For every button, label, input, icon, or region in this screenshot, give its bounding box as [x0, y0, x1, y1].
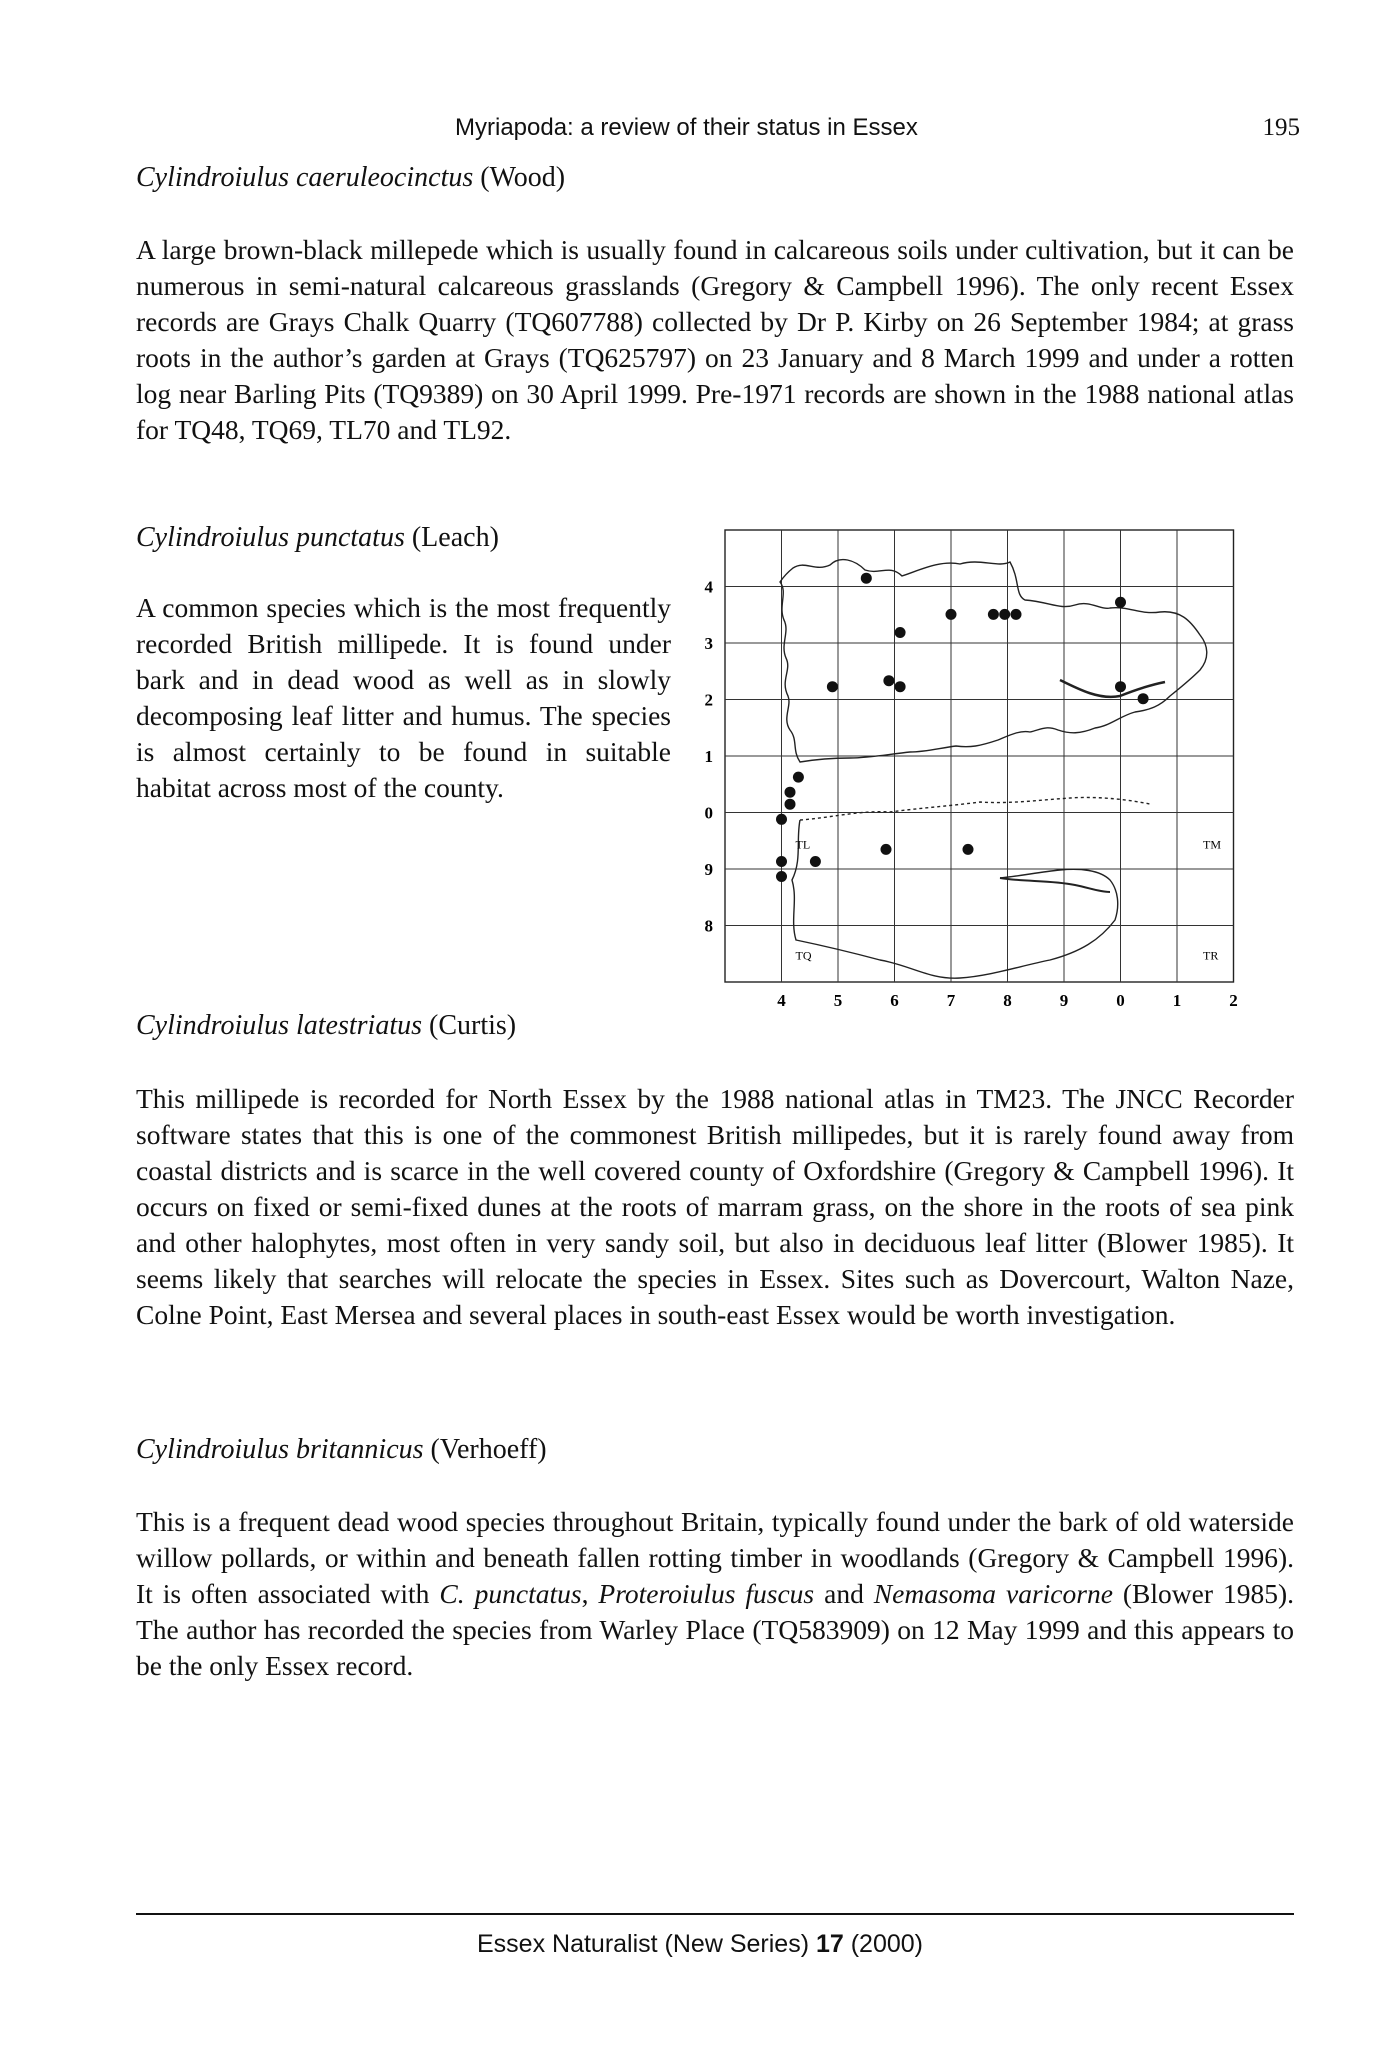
species-heading-latestriatus — [136, 1010, 516, 1042]
record-dot — [793, 772, 804, 783]
record-dot — [963, 844, 974, 855]
record-dot — [895, 681, 906, 692]
species-author: (Leach) — [411, 522, 499, 553]
x-tick-label: 4 — [777, 991, 786, 1010]
species-author: (Curtis) — [429, 1010, 517, 1041]
y-tick-label: 8 — [704, 916, 713, 936]
county-outline — [780, 560, 1207, 762]
species-heading-britannicus — [136, 1434, 547, 1466]
species-heading-punctatus — [136, 522, 499, 554]
x-tick-label: 7 — [946, 991, 956, 1010]
text-run: and — [814, 1578, 874, 1609]
y-tick-label: 0 — [704, 803, 713, 823]
grid-square-label: TL — [795, 837, 811, 852]
x-tick-label: 1 — [1172, 991, 1182, 1010]
record-dot — [776, 856, 787, 867]
record-dot — [895, 627, 906, 638]
species-name: Cylindroiulus latestriatus — [136, 1010, 422, 1041]
record-dot — [946, 609, 957, 620]
record-dot — [810, 856, 821, 867]
grid-square-label: TQ — [795, 948, 812, 963]
x-tick-label: 9 — [1059, 991, 1069, 1010]
x-tick-label: 0 — [1116, 991, 1125, 1010]
south-coast — [792, 820, 1118, 978]
species-name: Cylindroiulus punctatus — [136, 522, 405, 553]
paragraph-caeruleocinctus: A large brown-black millepede which is usually found in calcareous soils under cultivation, but it can be numerous in semi-natural calcareous grasslands (Gregory & Campbell 1996). The only recent Essex records are Grays Chalk Quarry (TQ607788) collected by Dr P. Kirby on 26 September 1984; at grass roots in the author’s garden at Grays (TQ625797) on 23 January and 8 March 1999 and under a rotten log near Barling Pits (TQ9389) on 30 April 1999. Pre-1971 records are shown in the 1988 national atlas for TQ48, TQ69, TL70 and TL92. — [136, 234, 1294, 445]
x-tick-label: 5 — [833, 991, 843, 1010]
blackwater-estuary — [1060, 680, 1165, 697]
text-run: (Blower 1985). The author has recorded the species from Warley Place (TQ583909) on 12 May 1999 and this appears to be the only Essex record. — [136, 1578, 1294, 1681]
y-tick-label: 4 — [704, 577, 713, 597]
paragraph-latestriatus: This millipede is recorded for North Essex by the 1988 national atlas in TM23. The JNCC Recorder software states that this is one of the commonest British millipedes, but it is rarely found away from coastal districts and is scarce in the well covered county of Oxfordshire (Gregory & Campbell 1996). It occurs on fixed or semi-fixed dunes at the roots of marram grass, on the shore in the roots of sea pink and other halophytes, most often in very sandy soil, but also in deciduous leaf litter (Blower 1985). It seems likely that searches will relocate the species in Essex. Sites such as Dovercourt, Walton Naze, Colne Point, East Mersea and several places in south-east Essex would be worth investigation. — [136, 1083, 1294, 1330]
grid-square-label: TR — [1203, 948, 1219, 963]
footer-rule — [136, 1913, 1294, 1915]
record-dot — [776, 871, 787, 882]
record-dot — [776, 814, 787, 825]
species-name: Cylindroiulus caeruleocinctus — [136, 162, 474, 193]
y-tick-label: 1 — [704, 747, 713, 766]
record-dot — [785, 799, 796, 810]
record-dot — [988, 609, 999, 620]
x-tick-label: 8 — [1003, 991, 1012, 1010]
record-dot — [785, 787, 796, 798]
journal-year: (2000) — [850, 1930, 923, 1958]
species-italic: Nemasoma varicorne — [873, 1578, 1113, 1609]
record-dot — [1115, 681, 1126, 692]
species-italic: Proteroiulus fuscus — [598, 1578, 815, 1609]
journal-name: Essex Naturalist (New Series) — [476, 1930, 810, 1958]
record-dot — [999, 609, 1010, 620]
grid-square-label: TM — [1203, 837, 1221, 852]
record-dot — [883, 675, 894, 686]
distribution-map-svg — [680, 520, 1300, 1020]
record-dot — [861, 573, 872, 584]
running-header: Myriapoda: a review of their status in Essex — [455, 114, 918, 141]
record-dot — [1115, 597, 1126, 608]
x-tick-label: 2 — [1229, 991, 1238, 1010]
y-tick-label: 3 — [704, 634, 713, 653]
thames-estuary — [800, 797, 1150, 820]
species-italic: C. punctatus — [439, 1578, 582, 1609]
species-author: (Verhoeff) — [430, 1434, 547, 1465]
y-tick-label: 2 — [704, 690, 713, 710]
record-dot — [881, 844, 892, 855]
volume-number: 17 — [815, 1930, 844, 1958]
text-run: This is a frequent dead wood species throughout Britain, typically found under the bark of old waterside willow pollards, or within and beneath fallen rotting timber in woodlands (Gregory & Campbell 1996). It is often associated with — [136, 1506, 1294, 1609]
distribution-map — [680, 520, 1300, 1020]
paragraph-punctatus: A common species which is the most frequently recorded British millipede. It is found under bark and in dead wood as well as in slowly decomposing leaf litter and humus. The species is almost certainly to be found in suitable habitat across most of the county. — [136, 592, 671, 803]
record-dot — [1138, 693, 1149, 704]
species-name: Cylindroiulus britannicus — [136, 1434, 424, 1465]
x-tick-label: 6 — [890, 991, 899, 1010]
footer — [0, 1930, 1400, 1959]
crouch-estuary — [1000, 878, 1110, 892]
text-run: , — [581, 1578, 599, 1609]
species-heading-caeruleocinctus — [136, 162, 565, 194]
paragraph-britannicus — [136, 1504, 1294, 1684]
page-number: 195 — [1262, 114, 1300, 141]
record-dot — [827, 681, 838, 692]
y-tick-label: 9 — [704, 860, 713, 879]
species-author: (Wood) — [480, 162, 566, 193]
record-dot — [1011, 609, 1022, 620]
